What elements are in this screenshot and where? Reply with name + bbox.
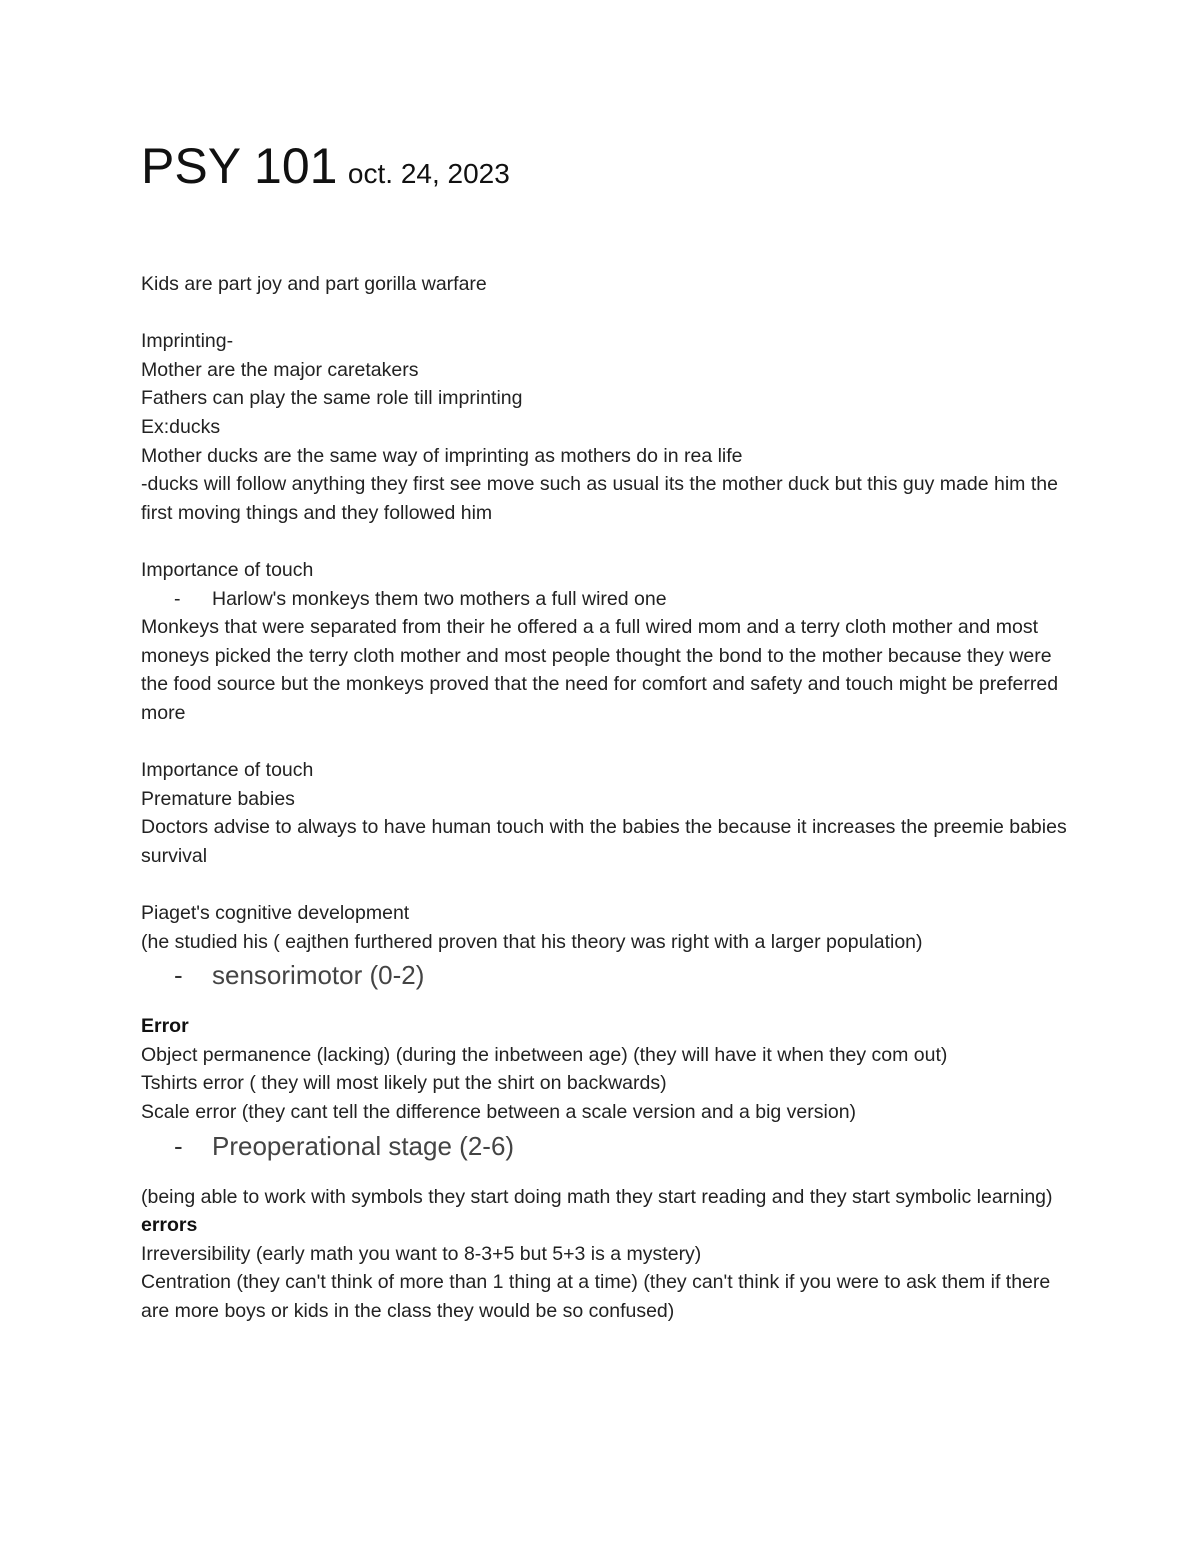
note-line: Mother ducks are the same way of imprinting as mothers do in rea life [141, 444, 743, 467]
stage-item [141, 1127, 1071, 1165]
note-line: Irreversibility (early math you want to 8-3+5 but 5+3 is a mystery) [141, 1242, 702, 1265]
list-item [141, 585, 1071, 614]
notes-body [141, 270, 1071, 1326]
document-title [141, 138, 510, 194]
note-line: (he studied his ( eajthen furthered proven that his theory was right with a larger population) [141, 930, 923, 953]
lecture-date: oct. 24, 2023 [347, 158, 510, 189]
intro-line: Kids are part joy and part gorilla warfare [141, 273, 487, 295]
note-paragraph: (being able to work with symbols they start doing math they start reading and they start symbolic learning) [141, 1185, 1053, 1208]
errors-heading: errors [141, 1214, 198, 1237]
note-line: Mother are the major caretakers [141, 358, 419, 381]
note-line: Tshirts error ( they will most likely put the shirt on backwards) [141, 1072, 667, 1095]
note-paragraph: -ducks will follow anything they first see move such as usual its the mother duck but this guy made him the first moving things and they followed him [141, 473, 1058, 524]
note-paragraph: Doctors advise to always to have human touch with the babies the because it increases the preemie babies survival [141, 816, 1067, 867]
piaget-heading: Piaget's cognitive development [141, 902, 410, 925]
imprinting-heading: Imprinting- [141, 330, 234, 353]
stage-item [141, 956, 1071, 994]
note-line: Premature babies [141, 787, 295, 810]
note-line: Ex:ducks [141, 415, 221, 438]
bullet-text: Harlow's monkeys them two mothers a full wired one [212, 587, 667, 610]
stage-label: Preoperational stage (2-6) [212, 1130, 515, 1161]
stage-label: sensorimotor (0-2) [212, 960, 425, 991]
note-paragraph: Monkeys that were separated from their he offered a a full wired mom and a terry cloth mother and most moneys picked the terry cloth mother and most people thought the bond to the mother because they were the food source but the monkeys proved that the need for comfort and safety and touch might be preferred more [141, 616, 1059, 724]
note-line: Scale error (they cant tell the difference between a scale version and a big version) [141, 1101, 857, 1124]
error-heading: Error [141, 1015, 189, 1038]
bullet-dash: - [174, 587, 181, 610]
note-paragraph: Centration (they can't think of more than 1 thing at a time) (they can't think if you were to ask them if there are more boys or kids in the class they would be so confused) [141, 1271, 1051, 1322]
bullet-dash: - [174, 1130, 183, 1161]
note-line: Fathers can play the same role till imprinting [141, 387, 523, 410]
course-title: PSY 101 [141, 138, 338, 194]
touch-heading: Importance of touch [141, 759, 314, 782]
note-line: Object permanence (lacking) (during the inbetween age) (they will have it when they com out) [141, 1043, 948, 1066]
bullet-dash: - [174, 960, 183, 991]
touch-heading: Importance of touch [141, 558, 314, 581]
